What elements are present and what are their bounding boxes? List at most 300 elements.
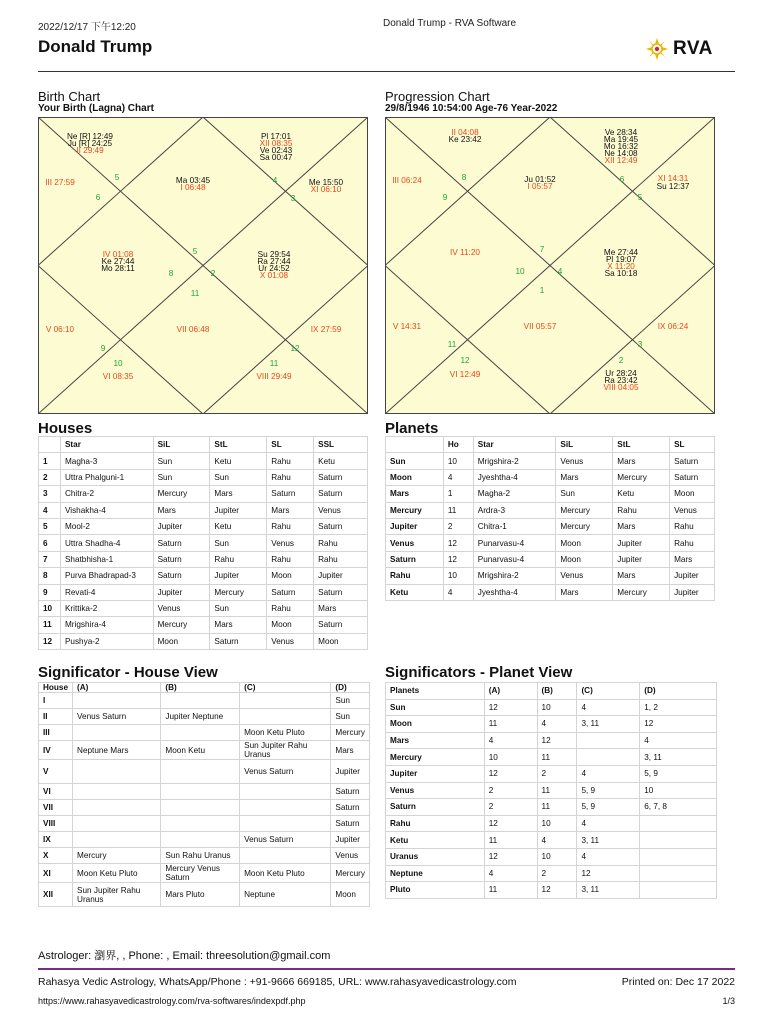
table-cell: Rahu (267, 518, 314, 534)
table-cell: Ketu (314, 453, 368, 469)
table-header-row (386, 683, 717, 700)
chart-label: 6 (619, 175, 625, 184)
chart-label: IX 06:24 (657, 322, 689, 331)
table-cell: Saturn (314, 518, 368, 534)
table-cell: 4 (39, 502, 61, 518)
table-cell: 4 (577, 765, 640, 782)
houses-title: Houses (38, 420, 93, 437)
table-cell: 11 (39, 617, 61, 633)
table-cell: X (39, 848, 73, 864)
table-row (386, 799, 717, 816)
table-cell: Sun (386, 453, 444, 469)
table-cell: 9 (39, 584, 61, 600)
chart-label: 2 (210, 269, 216, 278)
table-cell: Mars (386, 486, 444, 502)
table-cell: IX (39, 832, 73, 848)
table-row (39, 633, 368, 649)
table-cell: 12 (537, 882, 577, 899)
footer-divider (38, 968, 735, 970)
printed-date: Printed on: Dec 17 2022 (621, 976, 735, 988)
chart-label: Ju [R] 24:25 (67, 139, 113, 148)
birth-chart-subtitle: Your Birth (Lagna) Chart (38, 103, 154, 114)
chart-label: V 14:31 (392, 322, 422, 331)
chart-label: IV 01:08 (102, 250, 134, 259)
chart-label: Ne 14:08 (604, 149, 638, 158)
table-cell: Sun (210, 600, 267, 616)
chart-label: II 04:08 (451, 128, 479, 137)
chart-label: 1 (539, 286, 545, 295)
table-cell: Sun (556, 486, 613, 502)
table-row (39, 453, 368, 469)
chart-label: Ma 03:45 (175, 176, 211, 185)
table-cell: Venus Saturn (73, 709, 161, 725)
column-header: SiL (556, 437, 613, 453)
table-header-row (39, 683, 370, 693)
column-header: (A) (484, 683, 537, 700)
table-cell: Saturn (386, 799, 485, 816)
table-cell: 5 (39, 518, 61, 534)
table-cell (161, 725, 240, 741)
table-cell: 5, 9 (640, 765, 717, 782)
table-cell: 2 (443, 518, 473, 534)
table-cell: 12 (577, 865, 640, 882)
table-cell: Rahu (210, 551, 267, 567)
chart-label: Ur 24:52 (258, 264, 290, 273)
table-cell: 10 (640, 782, 717, 799)
table-cell: Jupiter (210, 568, 267, 584)
table-cell: Rahu (670, 535, 715, 551)
table-cell (73, 800, 161, 816)
table-cell: Jupiter (314, 568, 368, 584)
table-cell: Sun (331, 709, 370, 725)
column-header: Ho (443, 437, 473, 453)
table-cell: VI (39, 784, 73, 800)
table-row (386, 699, 717, 716)
table-row (39, 784, 370, 800)
table-cell: 1 (443, 486, 473, 502)
table-cell: Krittika-2 (60, 600, 153, 616)
table-cell: Jupiter (210, 502, 267, 518)
table-cell: Uranus (386, 848, 485, 865)
table-row (386, 782, 717, 799)
table-cell: 10 (537, 815, 577, 832)
table-cell: Jyeshtha-4 (473, 469, 556, 485)
table-cell: Jupiter (153, 584, 210, 600)
table-cell: Mercury (613, 584, 670, 600)
table-cell: Saturn (314, 469, 368, 485)
table-cell: Mars (556, 584, 613, 600)
table-cell: Moon (331, 883, 370, 907)
table-cell: Sun (331, 693, 370, 709)
chart-label: 3 (637, 340, 643, 349)
chart-label: V 06:10 (45, 325, 75, 334)
table-cell: Rahu (314, 535, 368, 551)
company-info: Rahasya Vedic Astrology, WhatsApp/Phone : +91-9666 669185, URL: www.rahasyavedicastrology.com (38, 976, 517, 988)
column-header: (B) (537, 683, 577, 700)
table-cell: Sun (153, 453, 210, 469)
table-cell: 3, 11 (577, 832, 640, 849)
chart-label: XII 08:35 (259, 139, 293, 148)
table-cell: Saturn (314, 584, 368, 600)
table-cell: Uttra Phalguni-1 (60, 469, 153, 485)
table-cell: Mrigshira-2 (473, 568, 556, 584)
table-cell: 10 (537, 848, 577, 865)
rva-logo (646, 38, 713, 60)
chart-label: 7 (539, 245, 545, 254)
chart-label: 2 (618, 356, 624, 365)
table-cell: Moon (386, 469, 444, 485)
table-cell: Saturn (670, 453, 715, 469)
table-row (39, 816, 370, 832)
table-cell: Mars Pluto (161, 883, 240, 907)
table-cell: 7 (39, 551, 61, 567)
chart-label: 10 (113, 359, 123, 368)
table-cell: Rahu (613, 502, 670, 518)
column-header: Star (473, 437, 556, 453)
table-row (386, 865, 717, 882)
table-cell: 4 (640, 732, 717, 749)
chart-label: Ur 28:24 (605, 369, 637, 378)
table-cell: Ketu (386, 584, 444, 600)
table-cell: Moon (556, 551, 613, 567)
table-cell (240, 784, 331, 800)
chart-label: Su 12:37 (656, 182, 690, 191)
page-number: 1/3 (722, 996, 735, 1006)
table-cell: 6, 7, 8 (640, 799, 717, 816)
table-cell: 4 (484, 732, 537, 749)
table-cell: 12 (537, 732, 577, 749)
table-cell: Purva Bhadrapad-3 (60, 568, 153, 584)
table-cell: Venus Saturn (240, 832, 331, 848)
table-cell: 2 (39, 469, 61, 485)
chart-label: VII 05:57 (523, 322, 557, 331)
table-cell: Saturn (314, 617, 368, 633)
chart-label: Ke 27:44 (101, 257, 135, 266)
table-cell: Neptune Mars (73, 741, 161, 760)
table-cell: 1 (39, 453, 61, 469)
chart-label: Ne [R] 12:49 (67, 132, 113, 141)
column-header: (D) (331, 683, 370, 693)
table-cell: Venus (556, 453, 613, 469)
table-cell: Sun (153, 469, 210, 485)
table-row (39, 486, 368, 502)
table-row (39, 617, 368, 633)
table-cell: Saturn (331, 816, 370, 832)
chart-label: Me 27:44 (603, 248, 639, 257)
table-cell: 5, 9 (577, 799, 640, 816)
table-cell (640, 848, 717, 865)
table-row (39, 535, 368, 551)
table-cell: XI (39, 864, 73, 883)
table-cell: 10 (537, 699, 577, 716)
table-row (39, 848, 370, 864)
chart-label: VI 12:49 (449, 370, 481, 379)
table-row (39, 469, 368, 485)
table-cell: 11 (537, 799, 577, 816)
column-header (386, 437, 444, 453)
chart-label: Mo 16:32 (603, 142, 639, 151)
table-row (39, 832, 370, 848)
table-cell: Mercury (331, 864, 370, 883)
birth-chart (38, 117, 368, 414)
table-cell: Sun Jupiter Rahu Uranus (73, 883, 161, 907)
table-row (39, 551, 368, 567)
table-cell: Mool-2 (60, 518, 153, 534)
table-cell: Mars (386, 732, 485, 749)
table-cell: Rahu (386, 815, 485, 832)
table-cell: I (39, 693, 73, 709)
chart-label: 6 (95, 193, 101, 202)
table-cell (161, 800, 240, 816)
chart-label: X 11:20 (607, 262, 635, 271)
table-cell: Moon Ketu (161, 741, 240, 760)
table-cell: Sun (210, 535, 267, 551)
birth-chart-title: Birth Chart (38, 89, 101, 104)
table-cell (240, 709, 331, 725)
table-cell: Venus (314, 502, 368, 518)
table-cell: Saturn (386, 551, 444, 567)
table-cell (640, 815, 717, 832)
column-header: (A) (73, 683, 161, 693)
table-cell: Mars (670, 551, 715, 567)
table-cell: 4 (577, 815, 640, 832)
table-cell: Mars (331, 741, 370, 760)
table-cell (577, 732, 640, 749)
column-header: StL (613, 437, 670, 453)
table-cell: 11 (484, 882, 537, 899)
table-row (39, 800, 370, 816)
table-cell: 4 (577, 699, 640, 716)
table-cell: 3, 11 (577, 716, 640, 733)
table-cell: 11 (443, 502, 473, 518)
table-cell: 4 (537, 832, 577, 849)
progression-chart-title: Progression Chart (385, 89, 490, 104)
table-cell: 2 (484, 782, 537, 799)
table-cell: Venus (267, 535, 314, 551)
chart-label: 8 (168, 269, 174, 278)
table-row (386, 716, 717, 733)
table-cell: Jupiter (613, 551, 670, 567)
table-cell: Jupiter (386, 518, 444, 534)
chart-label: 11 (447, 340, 457, 349)
table-cell: III (39, 725, 73, 741)
column-header: Planets (386, 683, 485, 700)
table-cell: IV (39, 741, 73, 760)
chart-label: Me 15:50 (308, 178, 344, 187)
table-cell: Moon Ketu Pluto (73, 864, 161, 883)
table-row (386, 732, 717, 749)
column-header: (D) (640, 683, 717, 700)
chart-label: 11 (269, 359, 279, 368)
table-cell: 10 (443, 453, 473, 469)
table-cell: Revati-4 (60, 584, 153, 600)
table-cell: Punarvasu-4 (473, 535, 556, 551)
chart-label: Mo 28:11 (101, 264, 135, 273)
sig-planet-table (385, 682, 717, 899)
table-cell: 10 (443, 568, 473, 584)
table-cell (161, 784, 240, 800)
column-header: SSL (314, 437, 368, 453)
table-row (39, 760, 370, 784)
table-cell: Rahu (670, 518, 715, 534)
astrologer-contact: Astrologer: 瀏界, , Phone: , Email: threesolution@gmail.com (38, 950, 331, 962)
chart-label: 12 (460, 356, 470, 365)
table-cell: Neptune (386, 865, 485, 882)
table-cell: 1, 2 (640, 699, 717, 716)
chart-label: IX 27:59 (310, 325, 342, 334)
table-row (386, 502, 715, 518)
table-cell: Mercury (73, 848, 161, 864)
chart-label: 11 (190, 289, 200, 298)
planets-title: Planets (385, 420, 439, 437)
chart-label: 5 (192, 247, 198, 256)
houses-table (38, 436, 368, 650)
table-cell (73, 760, 161, 784)
table-cell: 4 (537, 716, 577, 733)
table-cell (577, 749, 640, 766)
chart-label: Ra 23:42 (604, 376, 638, 385)
table-cell: 2 (537, 765, 577, 782)
table-cell: Mars (153, 502, 210, 518)
table-cell: 11 (537, 749, 577, 766)
chart-label: I 05:57 (527, 182, 553, 191)
table-cell (240, 848, 331, 864)
column-header: StL (210, 437, 267, 453)
table-cell: Moon (556, 535, 613, 551)
table-row (39, 725, 370, 741)
table-cell: Jupiter (386, 765, 485, 782)
table-row (39, 883, 370, 907)
chart-label: Pl 19:07 (605, 255, 637, 264)
table-cell: Jupiter (613, 535, 670, 551)
page-title: Donald Trump (38, 37, 153, 56)
column-header: (C) (240, 683, 331, 693)
table-row (386, 486, 715, 502)
table-cell: Uttra Shadha-4 (60, 535, 153, 551)
table-cell: Sun (386, 699, 485, 716)
chart-label: Sa 00:47 (259, 153, 293, 162)
table-header-row (39, 437, 368, 453)
table-cell: 12 (443, 535, 473, 551)
table-row (386, 848, 717, 865)
table-row (39, 693, 370, 709)
table-cell: Jupiter (331, 760, 370, 784)
table-cell: Jupiter (670, 568, 715, 584)
chart-label: III 06:24 (392, 176, 422, 185)
table-cell (640, 832, 717, 849)
table-row (39, 741, 370, 760)
table-cell: Pushya-2 (60, 633, 153, 649)
column-header: SiL (153, 437, 210, 453)
table-cell: Saturn (153, 551, 210, 567)
chart-label: XI 06:10 (310, 185, 342, 194)
table-cell: Saturn (331, 800, 370, 816)
table-row (386, 832, 717, 849)
chart-label: I 06:48 (180, 183, 206, 192)
table-cell: Rahu (267, 600, 314, 616)
sun-logo-icon (646, 38, 668, 60)
table-cell: 3, 11 (577, 882, 640, 899)
table-cell (73, 784, 161, 800)
table-cell: 12 (640, 716, 717, 733)
table-cell: 12 (39, 633, 61, 649)
table-cell: V (39, 760, 73, 784)
table-cell: Mercury Venus Saturn (161, 864, 240, 883)
table-row (39, 584, 368, 600)
progression-chart (385, 117, 715, 414)
table-cell: 4 (484, 865, 537, 882)
chart-label: X 01:08 (259, 271, 289, 280)
table-cell: 2 (484, 799, 537, 816)
table-cell: 4 (577, 848, 640, 865)
table-cell: Sun Jupiter Rahu Uranus (240, 741, 331, 760)
chart-label: 10 (515, 267, 525, 276)
table-cell: Magha-2 (473, 486, 556, 502)
table-cell: Saturn (210, 633, 267, 649)
table-cell: Mercury (153, 486, 210, 502)
table-cell: Mars (613, 518, 670, 534)
table-cell: Mrigshira-2 (473, 453, 556, 469)
table-cell: Saturn (267, 486, 314, 502)
table-cell: Chitra-1 (473, 518, 556, 534)
table-cell: 8 (39, 568, 61, 584)
sig-planet-title: Significators - Planet View (385, 664, 573, 681)
chart-label: Ke 23:42 (448, 135, 482, 144)
chart-label: Ve 02:43 (259, 146, 293, 155)
column-header: (B) (161, 683, 240, 693)
table-cell: Jupiter (670, 584, 715, 600)
table-cell (161, 816, 240, 832)
chart-label: III 27:59 (45, 178, 75, 187)
chart-label: VIII 29:49 (256, 372, 292, 381)
table-cell: Venus (331, 848, 370, 864)
table-row (386, 584, 715, 600)
table-cell (73, 832, 161, 848)
chart-label: Ju 01:52 (524, 175, 556, 184)
table-cell: Mars (613, 453, 670, 469)
table-cell: Mars (613, 568, 670, 584)
chart-label: Ve 28:34 (604, 128, 638, 137)
table-cell: Mars (314, 600, 368, 616)
table-cell: Moon (267, 568, 314, 584)
table-cell: Moon (386, 716, 485, 733)
chart-label: 9 (442, 193, 448, 202)
table-cell: Ketu (613, 486, 670, 502)
footer-company (38, 976, 735, 988)
chart-label: VIII 04:05 (603, 383, 639, 392)
table-cell: Mars (267, 502, 314, 518)
table-cell: Sun (210, 469, 267, 485)
chart-label: XII 12:49 (604, 156, 638, 165)
table-cell: Mars (210, 486, 267, 502)
table-row (39, 518, 368, 534)
table-cell: Venus Saturn (240, 760, 331, 784)
column-header: Star (60, 437, 153, 453)
table-cell: 12 (484, 699, 537, 716)
table-cell: Ketu (386, 832, 485, 849)
table-cell: 11 (484, 716, 537, 733)
table-cell (161, 693, 240, 709)
table-cell: Jupiter (153, 518, 210, 534)
table-cell: Chitra-2 (60, 486, 153, 502)
table-cell: VIII (39, 816, 73, 832)
table-cell: Moon (314, 633, 368, 649)
table-cell: Rahu (314, 551, 368, 567)
table-row (39, 568, 368, 584)
table-cell: Rahu (267, 453, 314, 469)
table-cell: 6 (39, 535, 61, 551)
table-cell: Saturn (153, 568, 210, 584)
